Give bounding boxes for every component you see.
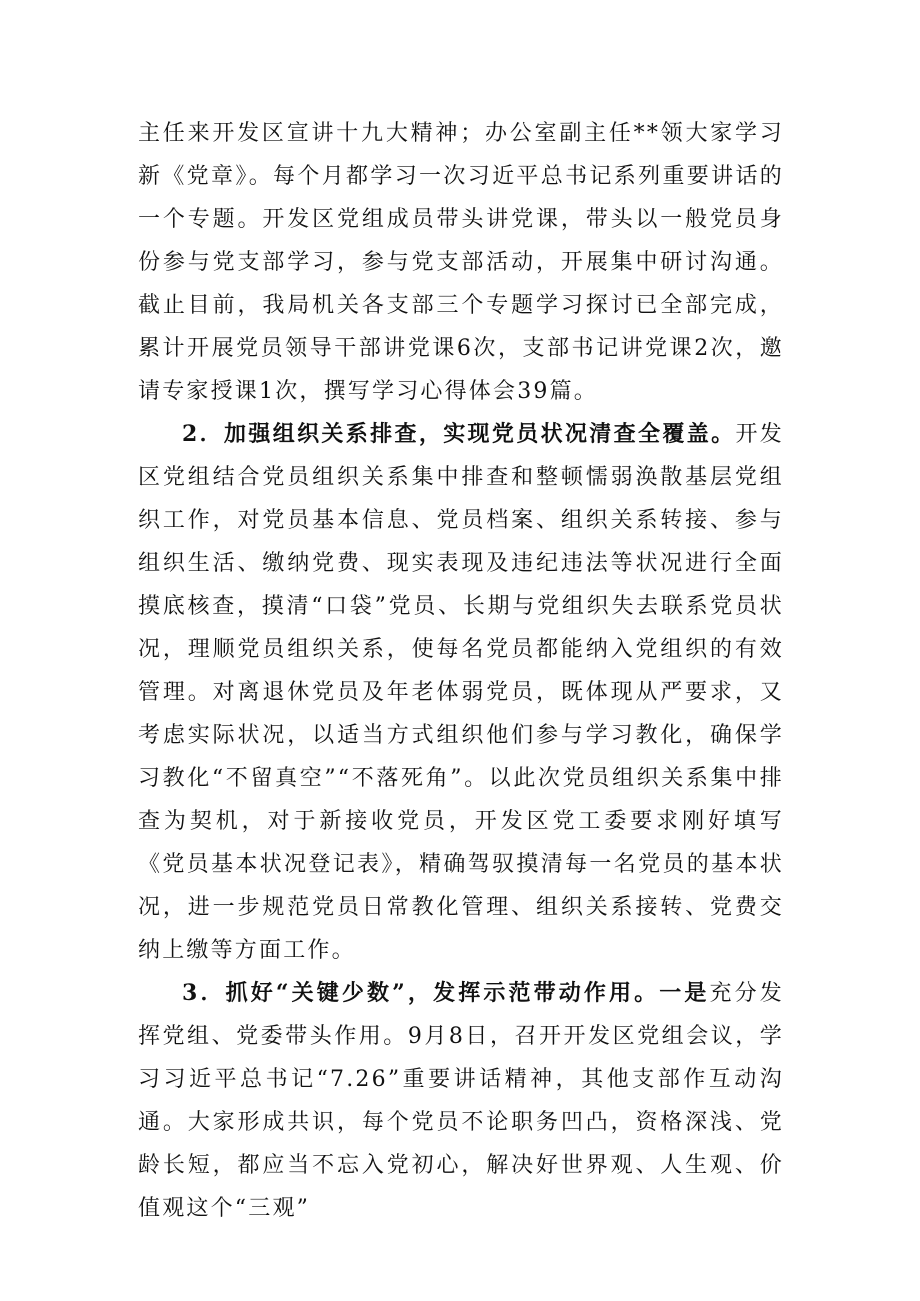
paragraph-2-text: 开发区党组结合党员组织关系集中排查和整顿懦弱涣散基层党组织工作，对党员基本信息、党员档案、组织关系转接、参与组织生活、缴纳党费、现实表现及违纪违法等状况进行全面摸底核查，摸清“口袋”党员、长期与党组织失去联系党员状况，理顺党员组织关系，使每名党员都能纳入党组织的有效管理。对离退休党员及年老体弱党员，既体现从严要求，又考虑实际状况，以适当方式组织他们参与学习教化，确保学习教化“不留真空”“不落死角”。以此次党员组织关系集中排查为契机，对于新接收党员，开发区党工委要求刚好填写《党员基本状况登记表》，精确驾驭摸清每一名党员的基本状况，进一步规范党员日常教化管理、组织关系接转、党费交纳上缴等方面工作。 bbox=[138, 422, 784, 963]
paragraph-3-text: 充分发挥党组、党委带头作用。9月8日，召开开发区党组会议，学习习近平总书记“7.26”重要讲话精神，其他支部作互动沟通。大家形成共识，每个党员不论职务凹凸，资格深浅、党龄长短，都应当不忘入党初心，解决好世界观、人生观、价值观这个“三观” bbox=[138, 981, 784, 1221]
paragraph-1-text: 主任来开发区宣讲十九大精神；办公室副主任**领大家学习新《党章》。每个月都学习一次习近平总书记系列重要讲话的一个专题。开发区党组成员带头讲党课，带头以一般党员身份参与党支部学习，参与党支部活动，开展集中研讨沟通。截止目前，我局机关各支部三个专题学习探讨已全部完成，累计开展党员领导干部讲党课6次，支部书记讲党课2次，邀请专家授课1次，撰写学习心得体会39篇。 bbox=[138, 121, 784, 404]
paragraph-2-heading: 2．加强组织关系排查，实现党员状况清查全覆盖。 bbox=[182, 421, 736, 447]
paragraph-3-heading: 3．抓好“关键少数”，发挥示范带动作用。一是 bbox=[182, 980, 710, 1006]
paragraph-2 bbox=[138, 413, 784, 972]
document-body bbox=[138, 112, 784, 1230]
paragraph-3 bbox=[138, 972, 784, 1230]
paragraph-1 bbox=[138, 112, 784, 413]
